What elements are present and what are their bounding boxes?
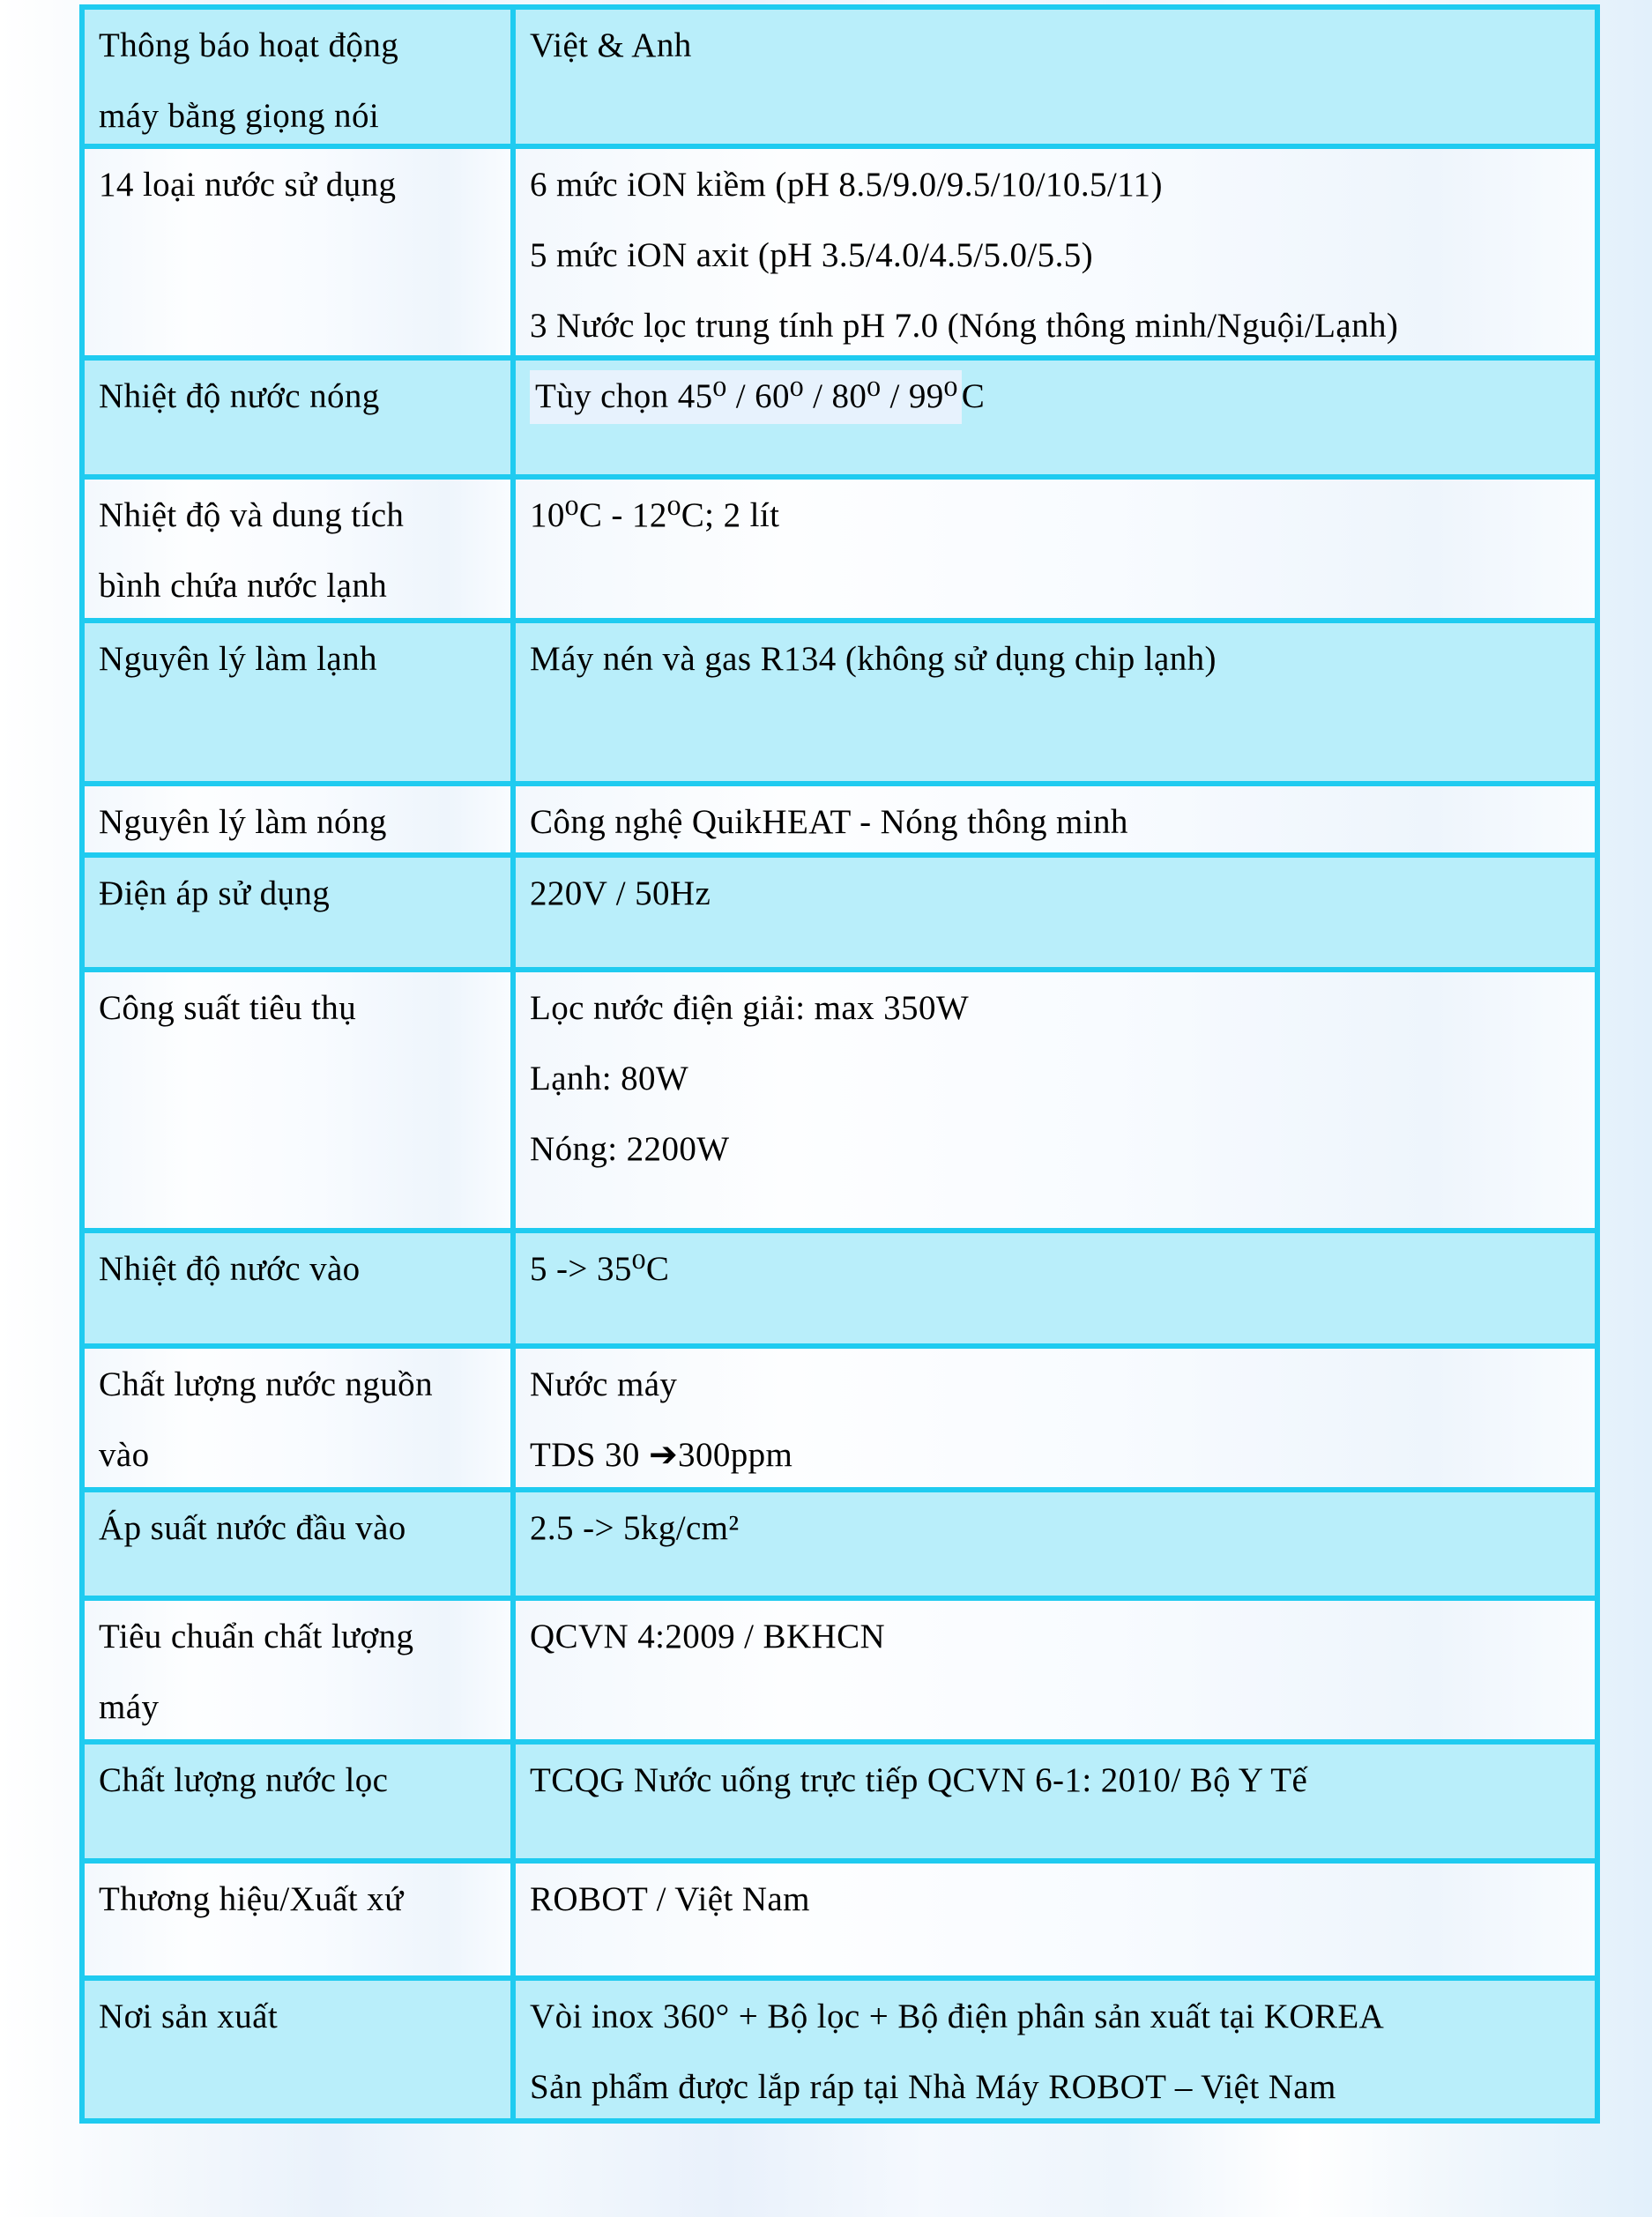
spec-label-line: máy (99, 1688, 160, 1726)
spec-label-cell (85, 786, 516, 852)
table-row (85, 10, 1595, 144)
table-row (85, 1487, 1595, 1596)
spec-value-line: Sản phẩm được lắp ráp tại Nhà Máy ROBOT – Việt Nam (530, 2068, 1336, 2106)
table-row (85, 781, 1595, 852)
spec-label-line: Nguyên lý làm lạnh (99, 640, 377, 678)
spec-value-line: Máy nén và gas R134 (không sử dụng chip lạnh) (530, 640, 1217, 678)
spec-label-cell (85, 858, 516, 967)
spec-label-cell (85, 480, 516, 618)
table-row (85, 1858, 1595, 1975)
table-row (85, 1343, 1595, 1487)
spec-value-cell (516, 1864, 1595, 1975)
spec-value-cell (516, 1492, 1595, 1596)
spec-label-cell (85, 1349, 516, 1487)
spec-value-cell (516, 480, 1595, 618)
spec-label-cell (85, 361, 516, 474)
spec-label-line: Nguyên lý làm nóng (99, 803, 387, 841)
spec-value-line: TCQG Nước uống trực tiếp QCVN 6-1: 2010/ Bộ Y Tế (530, 1761, 1308, 1799)
spec-value-line: 220V / 50Hz (530, 874, 711, 912)
spec-value-line: 3 Nước lọc trung tính pH 7.0 (Nóng thông minh/Nguội/Lạnh) (530, 307, 1399, 345)
spec-value-cell (516, 361, 1595, 474)
spec-value-line (530, 369, 1584, 424)
value-text: C (961, 377, 986, 415)
spec-label-line: Nhiệt độ nước nóng (99, 377, 380, 415)
spec-value-line: Lọc nước điện giải: max 350W (530, 989, 970, 1027)
spec-value-cell (516, 149, 1595, 355)
spec-label-line: Tiêu chuẩn chất lượng (99, 1618, 414, 1655)
spec-label-line: Nhiệt độ nước vào (99, 1250, 361, 1288)
spec-label-line: bình chứa nước lạnh (99, 567, 388, 605)
spec-label-line: Thông báo hoạt động (99, 26, 399, 64)
spec-value-line: 5 -> 35⁰C (530, 1250, 670, 1288)
spec-label-cell (85, 1981, 516, 2118)
spec-label-cell (85, 10, 516, 144)
highlighted-text: Tùy chọn 45⁰ / 60⁰ / 80⁰ / 99⁰ (530, 370, 962, 424)
spec-label-line: Chất lượng nước nguồn (99, 1365, 433, 1403)
spec-label-line: Công suất tiêu thụ (99, 989, 357, 1027)
spec-label-cell (85, 1864, 516, 1975)
spec-label-cell (85, 1233, 516, 1343)
spec-label-line: Nơi sản xuất (99, 1998, 279, 2035)
spec-value-cell (516, 623, 1595, 781)
table-row (85, 474, 1595, 618)
spec-value-line: Việt & Anh (530, 26, 692, 64)
table-row (85, 144, 1595, 355)
table-row (85, 355, 1595, 474)
table-row (85, 1596, 1595, 1739)
spec-label-cell (85, 972, 516, 1228)
spec-label-cell (85, 1745, 516, 1858)
spec-table (79, 4, 1600, 2124)
spec-label-cell (85, 149, 516, 355)
spec-label-line: vào (99, 1436, 150, 1474)
spec-value-line: 5 mức iON axit (pH 3.5/4.0/4.5/5.0/5.5) (530, 236, 1094, 274)
table-row (85, 1228, 1595, 1343)
spec-value-cell (516, 1981, 1595, 2118)
spec-value-cell (516, 858, 1595, 967)
spec-value-cell (516, 1601, 1595, 1739)
spec-value-cell (516, 1745, 1595, 1858)
spec-value-line: ROBOT / Việt Nam (530, 1880, 810, 1918)
spec-value-cell (516, 1349, 1595, 1487)
table-row (85, 967, 1595, 1228)
spec-label-line: Nhiệt độ và dung tích (99, 496, 405, 534)
spec-value-cell (516, 1233, 1595, 1343)
spec-value-line: Nóng: 2200W (530, 1130, 730, 1168)
spec-value-line: TDS 30 ➔300ppm (530, 1436, 793, 1474)
spec-label-line: Chất lượng nước lọc (99, 1761, 389, 1799)
spec-value-cell (516, 10, 1595, 144)
spec-label-line: Điện áp sử dụng (99, 874, 331, 912)
spec-label-cell (85, 1492, 516, 1596)
table-row (85, 852, 1595, 967)
spec-value-line: 10⁰C - 12⁰C; 2 lít (530, 496, 780, 534)
spec-value-line: Công nghệ QuikHEAT - Nóng thông minh (530, 803, 1128, 841)
spec-value-line: Nước máy (530, 1365, 678, 1403)
spec-value-line: 6 mức iON kiềm (pH 8.5/9.0/9.5/10/10.5/11) (530, 166, 1163, 204)
spec-value-line: QCVN 4:2009 / BKHCN (530, 1618, 886, 1655)
spec-label-line: 14 loại nước sử dụng (99, 166, 397, 204)
spec-value-line: 2.5 -> 5kg/cm² (530, 1509, 740, 1547)
table-row (85, 1739, 1595, 1858)
spec-value-cell (516, 972, 1595, 1228)
spec-label-cell (85, 623, 516, 781)
spec-value-line: Vòi inox 360° + Bộ lọc + Bộ điện phân sản xuất tại KOREA (530, 1998, 1385, 2035)
table-row (85, 618, 1595, 781)
spec-label-line: Áp suất nước đầu vào (99, 1509, 406, 1547)
spec-value-cell (516, 786, 1595, 852)
spec-label-line: máy bằng giọng nói (99, 97, 380, 135)
table-row (85, 1975, 1595, 2118)
spec-label-line: Thương hiệu/Xuất xứ (99, 1880, 404, 1918)
spec-label-cell (85, 1601, 516, 1739)
spec-value-line: Lạnh: 80W (530, 1060, 689, 1097)
